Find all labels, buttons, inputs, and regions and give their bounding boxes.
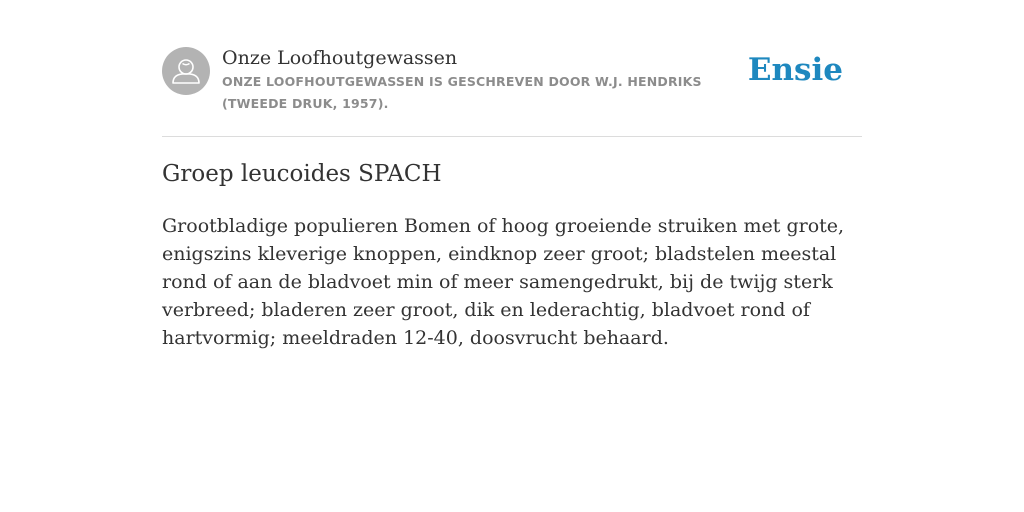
source-meta bbox=[222, 46, 752, 115]
entry-title: Groep leucoides SPACH bbox=[162, 161, 442, 187]
user-icon bbox=[162, 47, 210, 95]
brand-logo[interactable]: Ensie bbox=[747, 52, 843, 88]
avatar bbox=[162, 47, 210, 95]
source-header bbox=[162, 46, 862, 137]
source-title[interactable]: Onze Loofhoutgewassen bbox=[222, 47, 458, 69]
source-description: ONZE LOOFHOUTGEWASSEN IS GESCHREVEN DOOR W.J. HENDRIKS (TWEEDE DRUK, 1957). bbox=[222, 74, 702, 111]
entry-body: Grootbladige populieren Bomen of hoog groeiende struiken met grote, enigszins kleverige knoppen, eindknop zeer groot; bladstelen meestal rond of aan de bladvoet min of meer samengedrukt, bij de twijg sterk verbreed; bladeren zeer groot, dik en lederachtig, bladvoet rond of hartvormig; meeldraden 12-40, doosvrucht behaard. bbox=[162, 215, 845, 349]
